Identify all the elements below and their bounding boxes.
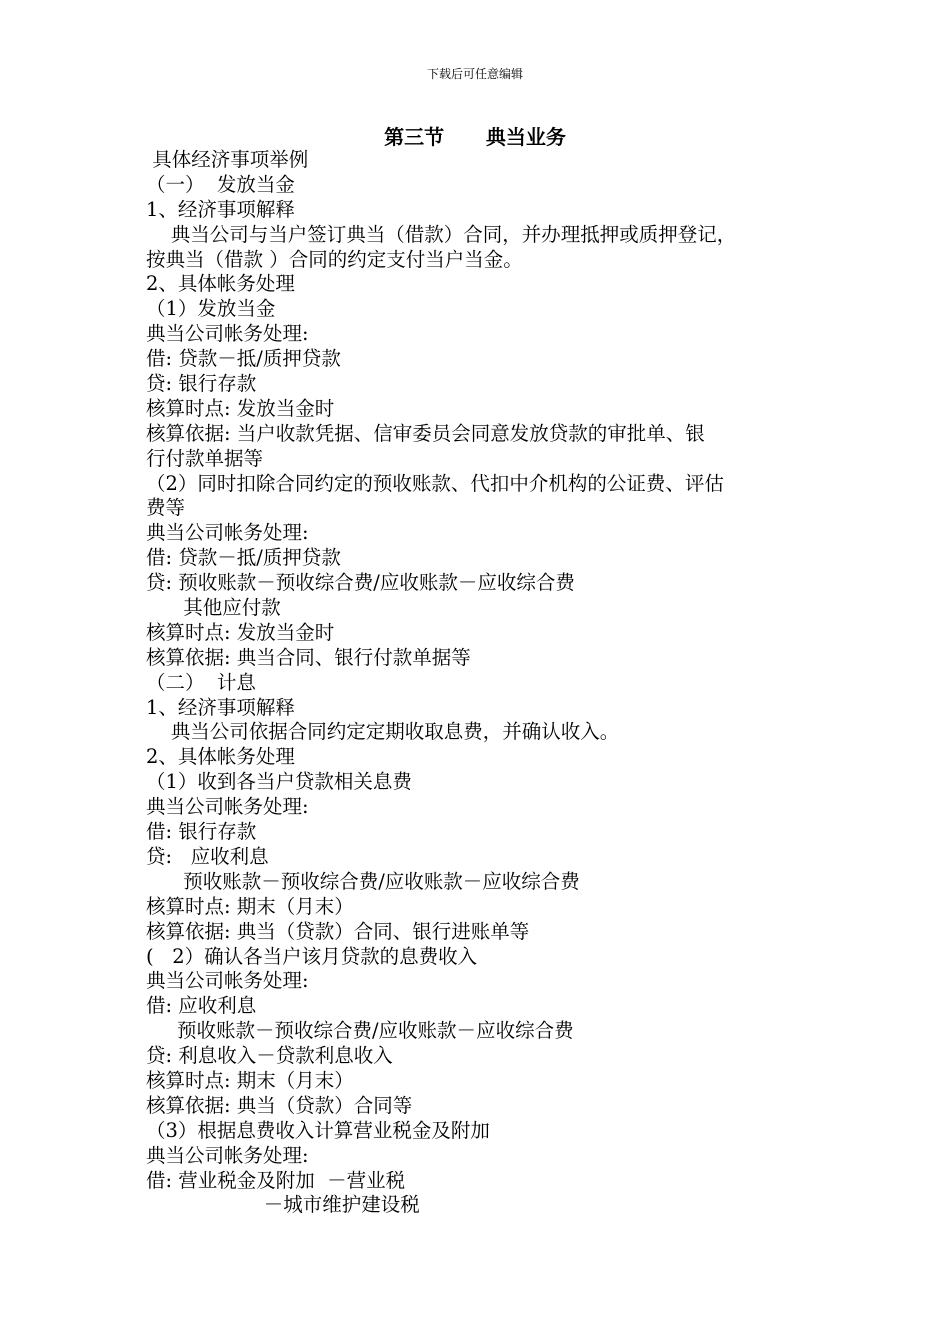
text-line: 行付款单据等	[146, 446, 264, 470]
text-line: ( 2）确认各当户该月贷款的息费收入	[146, 944, 478, 968]
text-line: 典当公司帐务处理:	[146, 322, 309, 346]
text-line: 核算依据: 典当（贷款）合同等	[146, 1093, 413, 1117]
text-line: 其他应付款	[146, 596, 281, 620]
text-line: （一） 发放当金	[146, 172, 295, 196]
text-line: 核算依据: 当户收款凭据、信审委员会同意发放贷款的审批单、银	[146, 421, 705, 445]
text-line: 费等	[146, 496, 186, 520]
text-line: （1）发放当金	[146, 297, 276, 321]
text-line: 典当公司帐务处理:	[146, 795, 309, 819]
text-line: 典当公司帐务处理:	[146, 1143, 309, 1167]
text-line: 贷: 利息收入－贷款利息收入	[146, 1044, 393, 1068]
text-line: 预收账款－预收综合费/应收账款－应收综合费	[146, 1019, 574, 1043]
text-line: 1、经济事项解释	[146, 695, 295, 719]
text-line: 核算时点: 发放当金时	[146, 620, 335, 644]
text-line: 贷: 银行存款	[146, 372, 257, 396]
text-line: 典当公司与当户签订典当（借款）合同，并办理抵押或质押登记，	[146, 222, 737, 246]
text-line: 核算时点: 期末（月末）	[146, 1068, 354, 1092]
text-line: 按典当（借款 ）合同的约定支付当户当金。	[146, 247, 523, 271]
text-line: 1、经济事项解释	[146, 197, 295, 221]
text-line: 2、具体帐务处理	[146, 745, 295, 769]
text-line: 借: 应收利息	[146, 994, 257, 1018]
text-line: 贷: 预收账款－预收综合费/应收账款－应收综合费	[146, 571, 575, 595]
text-line: 核算依据: 典当合同、银行付款单据等	[146, 645, 471, 669]
text-line: 具体经济事项举例	[146, 148, 309, 171]
text-line: 2、具体帐务处理	[146, 272, 295, 296]
section-title: 第三节 典当业务	[384, 125, 566, 149]
text-line: 预收账款－预收综合费/应收账款－应收综合费	[146, 869, 580, 893]
text-line: 核算时点: 期末（月末）	[146, 894, 354, 918]
text-line: 典当公司依据合同约定定期收取息费，并确认收入。	[146, 720, 620, 744]
text-line: （1）收到各当户贷款相关息费	[146, 770, 412, 794]
text-line: （3）根据息费收入计算营业税金及附加	[146, 1118, 490, 1142]
text-line: 借: 贷款－抵/质押贷款	[146, 546, 341, 570]
text-line: 借: 营业税金及附加 －营业税	[146, 1168, 406, 1192]
text-line: 借: 贷款－抵/质押贷款	[146, 347, 341, 371]
text-line: 典当公司帐务处理:	[146, 521, 309, 545]
text-line: 核算时点: 发放当金时	[146, 396, 335, 420]
text-line: 典当公司帐务处理:	[146, 969, 309, 993]
text-line: （2）同时扣除合同约定的预收账款、代扣中介机构的公证费、评估	[146, 471, 724, 495]
text-line: 借: 银行存款	[146, 820, 257, 844]
header-note: 下载后可任意编辑	[426, 67, 523, 81]
document-body	[146, 148, 826, 1218]
text-line: －城市维护建设税	[146, 1193, 420, 1217]
text-line: 贷: 应收利息	[146, 844, 269, 868]
text-line: （二） 计息	[146, 670, 256, 694]
text-line: 核算依据: 典当（贷款）合同、银行进账单等	[146, 919, 530, 943]
